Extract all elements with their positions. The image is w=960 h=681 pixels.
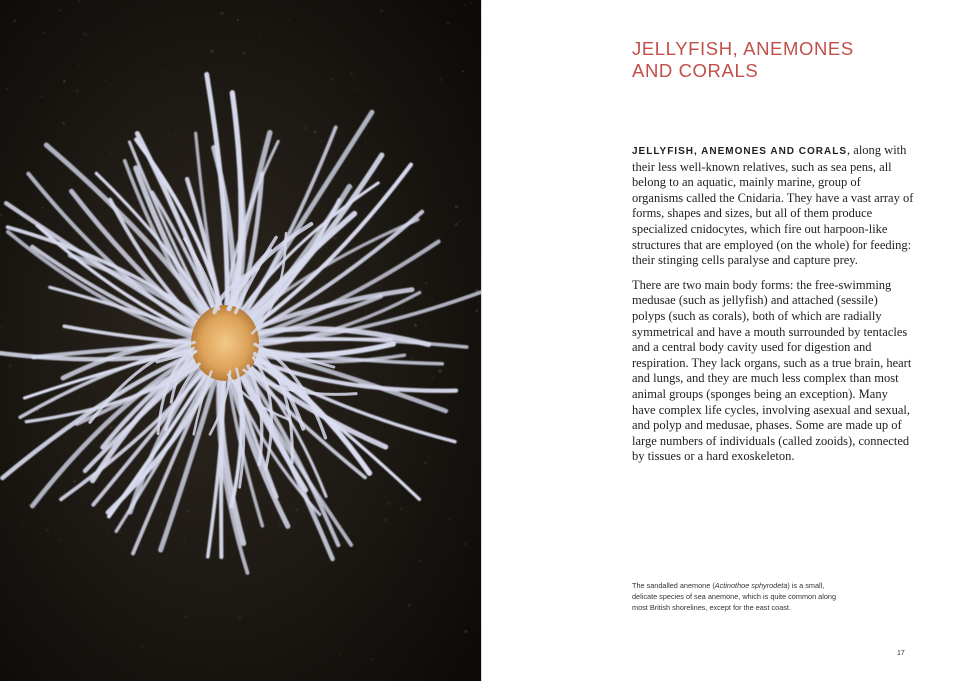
rock-speckle <box>28 504 30 506</box>
rock-speckle <box>341 630 343 632</box>
rock-speckle <box>438 369 442 373</box>
rock-speckle <box>52 325 54 327</box>
rock-speckle <box>453 60 455 62</box>
rock-speckle <box>333 237 336 240</box>
rock-speckle <box>110 565 111 566</box>
rock-speckle <box>34 150 35 151</box>
rock-speckle <box>239 616 242 619</box>
rock-speckle <box>447 21 450 24</box>
rock-speckle <box>435 545 436 546</box>
rock-speckle <box>50 275 51 276</box>
rock-speckle <box>432 376 434 378</box>
rock-speckle <box>200 77 202 79</box>
rock-speckle <box>430 387 431 388</box>
rock-speckle <box>63 492 65 494</box>
rock-speckle <box>464 4 466 6</box>
rock-speckle <box>114 491 117 494</box>
rock-speckle <box>319 625 320 626</box>
rock-speckle <box>50 10 51 11</box>
rock-speckle <box>237 35 239 37</box>
rock-speckle <box>168 133 170 135</box>
rock-speckle <box>184 540 186 542</box>
rock-speckle <box>424 491 425 492</box>
rock-speckle <box>245 672 246 673</box>
rock-speckle <box>369 403 370 404</box>
rock-speckle <box>382 500 383 501</box>
rock-speckle <box>455 223 458 226</box>
rock-speckle <box>307 182 309 184</box>
rock-speckle <box>420 113 421 114</box>
rock-speckle <box>339 8 340 9</box>
rock-speckle <box>253 287 254 288</box>
rock-speckle <box>142 645 144 647</box>
rock-speckle <box>250 152 251 153</box>
rock-speckle <box>97 522 100 525</box>
rock-speckle <box>387 502 390 505</box>
rock-speckle <box>279 523 283 527</box>
rock-speckle <box>63 80 66 83</box>
rock-speckle <box>314 5 315 6</box>
rock-speckle <box>83 32 86 35</box>
rock-speckle <box>0 214 2 216</box>
rock-speckle <box>110 153 112 155</box>
rock-speckle <box>384 518 387 521</box>
rock-speckle <box>184 616 187 619</box>
rock-speckle <box>149 419 150 420</box>
rock-speckle <box>314 131 317 134</box>
rock-speckle <box>210 50 214 54</box>
rock-speckle <box>476 448 477 449</box>
rock-speckle <box>242 52 245 55</box>
rock-speckle <box>190 565 191 566</box>
lead-in-caps: JELLYFISH, ANEMONES AND CORALS <box>632 146 848 157</box>
rock-speckle <box>21 521 23 523</box>
rock-speckle <box>62 122 65 125</box>
rock-speckle <box>266 16 268 18</box>
paragraph-1 <box>632 143 914 269</box>
rock-speckle <box>410 358 412 360</box>
rock-speckle <box>407 510 409 512</box>
rock-speckle <box>70 662 71 663</box>
rock-speckle <box>422 292 423 293</box>
tentacle <box>258 339 392 341</box>
rock-speckle <box>187 510 190 513</box>
chapter-title-line-2: AND CORALS <box>632 60 759 81</box>
rock-speckle <box>340 654 343 657</box>
rock-speckle <box>107 530 110 533</box>
rock-speckle <box>140 84 141 85</box>
rock-speckle <box>293 80 295 82</box>
rock-speckle <box>87 571 89 573</box>
rock-speckle <box>9 364 12 367</box>
rock-speckle <box>186 169 188 171</box>
rock-speckle <box>73 480 76 483</box>
rock-speckle <box>58 9 61 12</box>
rock-speckle <box>48 307 51 310</box>
rock-speckle <box>59 539 62 542</box>
rock-speckle <box>213 650 214 651</box>
rock-speckle <box>41 95 43 97</box>
rock-speckle <box>407 604 410 607</box>
rock-speckle <box>163 474 164 475</box>
rock-speckle <box>181 100 183 102</box>
rock-speckle <box>259 35 261 37</box>
rock-speckle <box>246 23 248 25</box>
rock-speckle <box>425 282 427 284</box>
rock-speckle <box>356 505 357 506</box>
rock-speckle <box>470 3 471 4</box>
rock-speckle <box>455 205 458 208</box>
rock-speckle <box>325 632 326 633</box>
rock-speckle <box>462 70 464 72</box>
rock-speckle <box>380 9 383 12</box>
rock-speckle <box>162 70 165 73</box>
rock-speckle <box>139 646 142 649</box>
rock-speckle <box>13 337 15 339</box>
rock-speckle <box>40 285 41 286</box>
rock-speckle <box>182 60 184 62</box>
rock-speckle <box>454 546 456 548</box>
rock-speckle <box>309 639 310 640</box>
rock-speckle <box>170 156 172 158</box>
rock-speckle <box>295 508 298 511</box>
text-page <box>482 0 960 681</box>
rock-speckle <box>357 89 359 91</box>
rock-speckle <box>414 324 417 327</box>
rock-speckle <box>424 461 427 464</box>
paragraph-2: There are two main body forms: the free-swimming medusae (such as jellyfish) and attached (sessile) polyps (such as corals), both of which are radially symmetrical and have a mouth surrounded by tentacles and a central body cavity used for digestion and respiration. They lack organs, such as a true brain, heart and lungs, and they are much less complex than most animal groups (sponges being an exception). Many have complex life cycles, involving asexual and sexual, and polyp and medusae, phases. Some are made up of large numbers of individuals (called zooids), connected by tissues or a hard exoskeleton. <box>632 277 912 464</box>
rock-speckle <box>133 234 134 235</box>
rock-speckle <box>470 423 472 425</box>
photo-caption <box>632 580 842 613</box>
rock-speckle <box>365 141 367 143</box>
rock-speckle <box>42 32 44 34</box>
chapter-title-line-1: JELLYFISH, ANEMONES <box>632 38 854 59</box>
rock-speckle <box>6 88 8 90</box>
rock-speckle <box>475 309 478 312</box>
chapter-title <box>632 38 932 82</box>
rock-speckle <box>135 531 138 534</box>
rock-speckle <box>170 274 173 277</box>
rock-speckle <box>231 6 232 7</box>
rock-speckle <box>402 306 404 308</box>
paragraph-1-text: , along with their less well-known relatives, such as sea pens, all belong to an aquatic, mainly marine, group of organisms called the Cnidaria. They have a vast array of forms, shapes and sizes, but all of them produce specialized cnidocytes, which fire out harpoon-like structures that are employed (on the whole) for feeding: their stinging cells paralyse and capture prey. <box>632 143 914 268</box>
rock-speckle <box>130 653 132 655</box>
rock-speckle <box>316 50 317 51</box>
rock-speckle <box>97 422 98 423</box>
rock-speckle <box>448 519 450 521</box>
rock-speckle <box>439 78 442 81</box>
rock-speckle <box>428 457 430 459</box>
rock-speckle <box>105 80 107 82</box>
rock-speckle <box>425 320 426 321</box>
rock-speckle <box>140 106 141 107</box>
rock-speckle <box>350 72 353 75</box>
rock-speckle <box>2 244 4 246</box>
rock-speckle <box>442 114 443 115</box>
rock-speckle <box>262 604 264 606</box>
rock-speckle <box>473 180 474 181</box>
rock-speckle <box>119 328 120 329</box>
rock-speckle <box>427 234 429 236</box>
rock-speckle <box>304 127 308 131</box>
rock-speckle <box>79 100 80 101</box>
rock-speckle <box>463 542 466 545</box>
body-text <box>632 143 914 474</box>
rock-speckle <box>340 401 341 402</box>
rock-speckle <box>66 511 68 513</box>
rock-speckle <box>378 675 379 676</box>
rock-speckle <box>86 34 89 37</box>
rock-speckle <box>331 78 334 81</box>
rock-speckle <box>373 626 374 627</box>
rock-speckle <box>306 506 307 507</box>
caption-species-name: Actinothoe sphyrodeta <box>714 581 788 590</box>
rock-speckle <box>41 207 43 209</box>
caption-text-before: The sandalled anemone ( <box>632 581 715 590</box>
rock-speckle <box>76 63 78 65</box>
rock-speckle <box>371 658 374 661</box>
rock-speckle <box>406 190 407 191</box>
rock-speckle <box>452 102 454 104</box>
rock-speckle <box>458 220 460 222</box>
rock-speckle <box>76 89 79 92</box>
rock-speckle <box>13 19 16 22</box>
rock-speckle <box>84 458 86 460</box>
rock-speckle <box>379 481 381 483</box>
page-number: 17 <box>897 650 905 657</box>
rock-speckle <box>56 129 58 131</box>
rock-speckle <box>464 630 467 633</box>
rock-speckle <box>391 382 393 384</box>
rock-speckle <box>319 140 323 144</box>
rock-speckle <box>147 164 149 166</box>
rock-speckle <box>109 426 112 429</box>
rock-speckle <box>400 507 403 510</box>
rock-speckle <box>237 19 239 21</box>
rock-speckle <box>39 46 40 47</box>
rock-speckle <box>419 289 420 290</box>
rock-speckle <box>1 326 3 328</box>
rock-speckle <box>45 91 46 92</box>
rock-speckle <box>221 589 222 590</box>
rock-speckle <box>419 560 421 562</box>
caption-text-after: ) is a small, delicate species of sea anemone, which is quite common along most British shorelines, except for the east coast. <box>632 581 837 612</box>
rock-speckle <box>221 12 224 15</box>
rock-speckle <box>392 75 394 77</box>
rock-speckle <box>120 531 122 533</box>
rock-speckle <box>364 444 365 445</box>
rock-speckle <box>288 18 291 21</box>
rock-speckle <box>46 529 49 532</box>
rock-speckle <box>251 661 253 663</box>
rock-speckle <box>287 71 288 72</box>
rock-speckle <box>111 503 113 505</box>
rock-speckle <box>184 538 185 539</box>
